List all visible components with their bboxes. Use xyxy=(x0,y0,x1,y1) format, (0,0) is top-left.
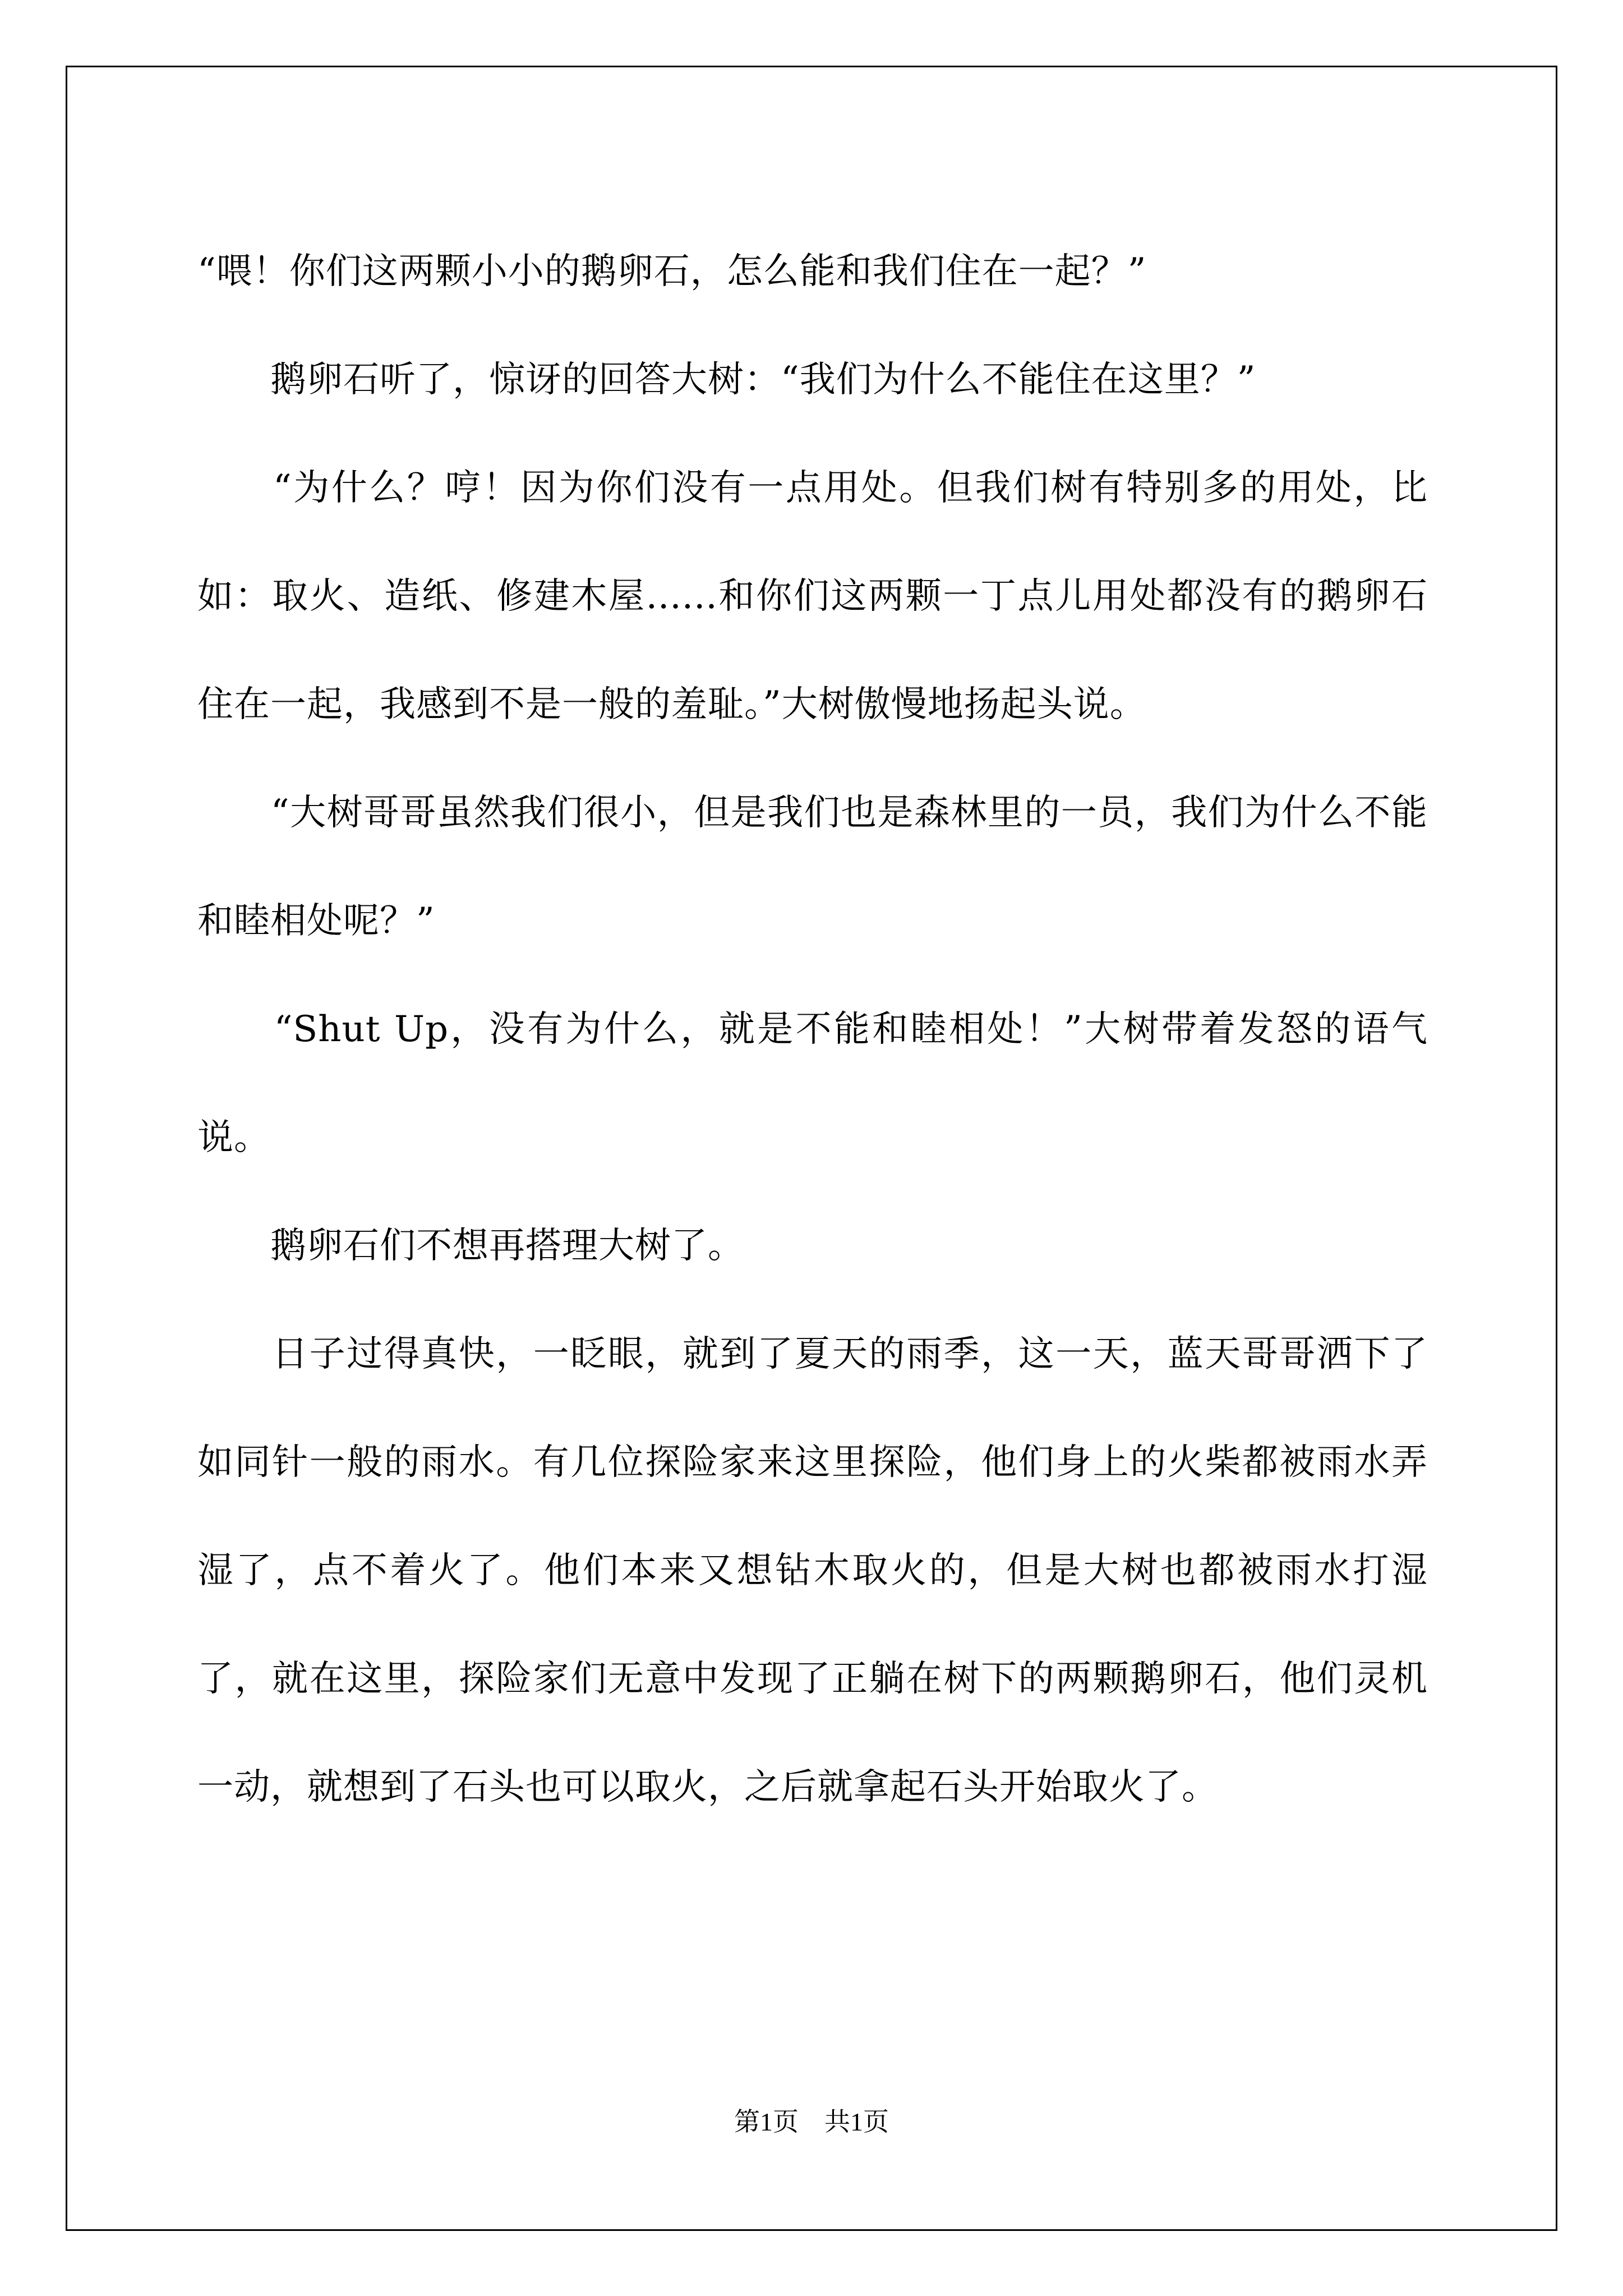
paragraph: 鹅卵石听了，惊讶的回答大树：“我们为什么不能住在这里？” xyxy=(197,359,1256,401)
paragraph: 日子过得真快，一眨眼，就到了夏天的雨季，这一天，蓝天哥哥洒下了如同针一般的雨水。有几位探险家来这里探险，他们身上的火柴都被雨水弄湿了，点不着火了。他们本来又想钻木取火的，但是大树也都被雨水打湿了，就在这里，探险家们无意中发现了正躺在树下的两颗鹅卵石，他们灵机一动，就想到了石头也可以取火，之后就拿起石头开始取火了。 xyxy=(197,1333,1428,1808)
paragraph: “Shut Up，没有为什么，就是不能和睦相处！”大树带着发怒的语气说。 xyxy=(197,1009,1428,1158)
paragraph: “大树哥哥虽然我们很小，但是我们也是森林里的一员，我们为什么不能和睦相处呢？” xyxy=(197,792,1428,942)
document-body xyxy=(197,218,1428,1842)
paragraph: “喂！你们这两颗小小的鹅卵石，怎么能和我们住在一起？” xyxy=(197,251,1147,292)
page-footer: 第1页 共1页 xyxy=(734,2108,889,2136)
paragraph: 鹅卵石们不想再搭理大树了。 xyxy=(197,1225,744,1267)
paragraph: “为什么？哼！因为你们没有一点用处。但我们树有特别多的用处，比如：取火、造纸、修建木屋......和你们这两颗一丁点儿用处都没有的鹅卵石住在一起，我感到不是一般的羞耻。”大树傲慢地扬起头说。 xyxy=(197,467,1428,725)
